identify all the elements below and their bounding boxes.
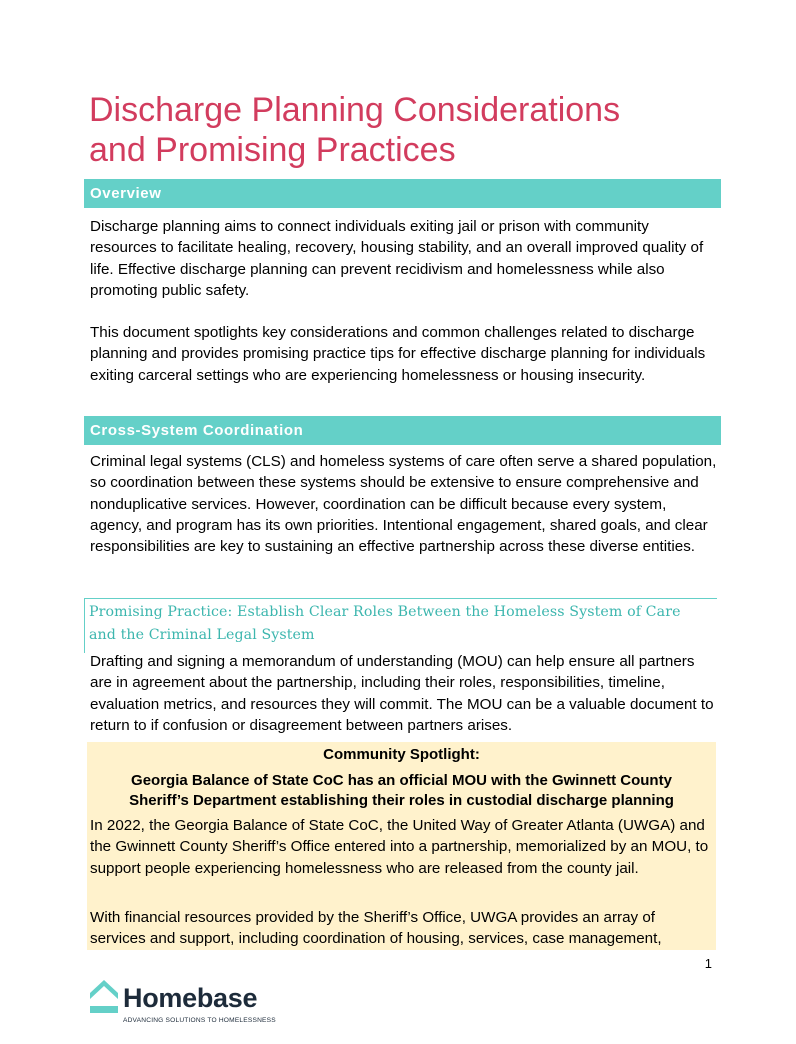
promising-practice-title	[89, 601, 719, 646]
house-roof-icon	[89, 979, 119, 1018]
spotlight-headline-line-1: Georgia Balance of State CoC has an official MOU with the Gwinnett County	[131, 772, 672, 789]
overview-paragraph-1: Discharge planning aims to connect individuals exiting jail or prison with community resources to facilitate healing, recovery, housing stability, and an overall improved quality of life. Effective discharge planning can prevent recidivism and homelessness while also promoting public safety.	[90, 218, 704, 299]
logo-wordmark: Homebase	[123, 983, 258, 1013]
title-line-2: and Promising Practices	[89, 131, 456, 169]
spotlight-headline-line-2: Sheriff’s Department establishing their roles in custodial discharge planning	[129, 792, 674, 809]
page-number: 1	[704, 956, 712, 971]
document-title	[89, 90, 729, 170]
logo-tagline: ADVANCING SOLUTIONS TO HOMELESSNESS	[123, 1017, 276, 1024]
spotlight-paragraph-2: With financial resources provided by the Sheriff’s Office, UWGA provides an array of services and support, including coordination of housing, services, case management,	[90, 909, 662, 948]
promising-practice-title-line-2: and the Criminal Legal System	[89, 626, 315, 643]
spotlight-label: Community Spotlight:	[323, 746, 480, 763]
overview-heading: Overview	[84, 179, 721, 208]
cross-system-paragraph: Criminal legal systems (CLS) and homeless systems of care often serve a shared population, so coordination between these systems should be extensive to ensure comprehensive and nonduplicative services. However, coordination can be difficult because every system, agency, and program has its own priorities. Intentional engagement, shared goals, and clear responsibilities are key to sustaining an effective partnership across these diverse entities.	[90, 453, 717, 556]
homebase-logo	[89, 977, 289, 1032]
promising-practice-title-line-1: Promising Practice: Establish Clear Roles Between the Homeless System of Care	[89, 604, 681, 620]
promising-practice-paragraph: Drafting and signing a memorandum of understanding (MOU) can help ensure all partners are in agreement about the partnership, including their roles, responsibilities, timeline, evaluation metrics, and resources they will commit. The MOU can be a valuable document to return to if confusion or disagreement between partners arises.	[90, 653, 714, 734]
title-line-1: Discharge Planning Considerations	[89, 91, 621, 129]
community-spotlight-box	[87, 742, 716, 950]
overview-paragraph-2: This document spotlights key considerations and common challenges related to discharge planning and provides promising practice tips for effective discharge planning for individuals exiting carceral settings who are experiencing homelessness or housing insecurity.	[90, 324, 706, 384]
spotlight-headline	[87, 771, 716, 811]
cross-system-heading: Cross-System Coordination	[84, 416, 721, 445]
spotlight-paragraph-1: In 2022, the Georgia Balance of State CoC, the United Way of Greater Atlanta (UWGA) and the Gwinnett County Sheriff’s Office entered into a partnership, memorialized by an MOU, to support people experiencing homelessness who are released from the county jail.	[90, 817, 709, 877]
